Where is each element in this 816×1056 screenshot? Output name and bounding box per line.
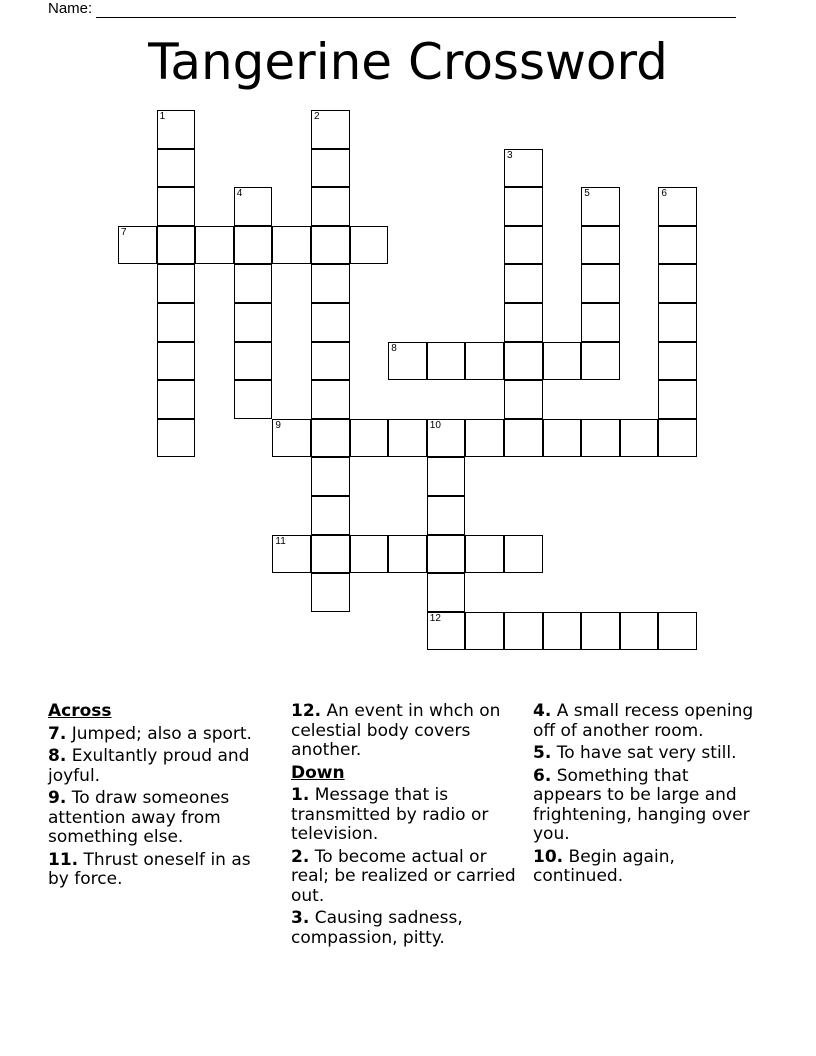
clue-number: 12. — [291, 701, 322, 721]
grid-cell[interactable] — [504, 187, 543, 226]
grid-cell[interactable] — [157, 110, 196, 149]
clue-text: To draw someones attention away from something else. — [48, 788, 230, 847]
grid-cell[interactable] — [234, 303, 273, 342]
grid-cell[interactable] — [272, 419, 311, 458]
clue-item — [533, 702, 758, 741]
grid-cell[interactable] — [581, 226, 620, 265]
grid-cell[interactable] — [350, 535, 389, 574]
grid-cell[interactable] — [581, 187, 620, 226]
grid-cell[interactable] — [427, 457, 466, 496]
grid-cell[interactable] — [504, 226, 543, 265]
clue-number: 4. — [533, 701, 552, 721]
clue-text: Exultantly proud and joyful. — [48, 746, 250, 786]
grid-cell[interactable] — [157, 342, 196, 381]
cell-number: 12 — [429, 612, 441, 624]
clue-text: Begin again, continued. — [533, 846, 675, 886]
name-label: Name: — [48, 0, 93, 17]
grid-cell[interactable] — [427, 573, 466, 612]
grid-cell[interactable] — [157, 226, 196, 265]
grid-cell[interactable] — [658, 612, 697, 651]
grid-cell[interactable] — [311, 380, 350, 419]
clue-item — [48, 789, 273, 848]
clue-item — [291, 848, 516, 907]
grid-cell[interactable] — [157, 380, 196, 419]
clue-text: To become actual or real; be realized or carried out. — [291, 846, 516, 906]
grid-cell[interactable] — [658, 342, 697, 381]
down-clue-list-cont — [533, 702, 758, 887]
cell-number: 10 — [429, 419, 441, 431]
grid-cell[interactable] — [504, 342, 543, 381]
grid-cell[interactable] — [581, 612, 620, 651]
grid-cell[interactable] — [658, 380, 697, 419]
grid-cell[interactable] — [504, 380, 543, 419]
grid-cell[interactable] — [234, 226, 273, 265]
grid-cell[interactable] — [311, 303, 350, 342]
grid-cell[interactable] — [311, 264, 350, 303]
grid-cell[interactable] — [157, 419, 196, 458]
grid-cell[interactable] — [465, 612, 504, 651]
across-heading: Across — [48, 701, 112, 721]
clue-item — [533, 848, 758, 887]
grid-cell[interactable] — [311, 149, 350, 188]
cell-number: 1 — [159, 111, 166, 122]
clues-column-1 — [48, 702, 273, 893]
grid-cell[interactable] — [350, 419, 389, 458]
grid-cell[interactable] — [234, 380, 273, 419]
grid-cell[interactable] — [427, 342, 466, 381]
grid-cell[interactable] — [504, 612, 543, 651]
clue-number: 10. — [533, 846, 564, 867]
grid-cell[interactable] — [504, 419, 543, 458]
down-heading: Down — [291, 762, 345, 783]
grid-cell[interactable] — [311, 535, 350, 574]
across-clue-list-cont — [291, 702, 516, 761]
clue-item — [533, 744, 758, 764]
cell-number: 2 — [314, 111, 320, 122]
grid-cell[interactable] — [427, 535, 466, 574]
clues-column-2 — [291, 702, 516, 951]
grid-cell[interactable] — [311, 496, 350, 535]
clue-text: Jumped; also a sport. — [66, 723, 252, 744]
grid-cell[interactable] — [272, 226, 311, 265]
clue-text: Message that is transmitted by radio or television. — [291, 785, 489, 844]
grid-cell[interactable] — [658, 264, 697, 303]
grid-cell[interactable] — [504, 303, 543, 342]
cell-number: 11 — [275, 535, 286, 547]
cell-number: 6 — [661, 188, 667, 200]
clue-item — [48, 725, 273, 745]
grid-cell[interactable] — [543, 419, 582, 458]
clue-text: Causing sadness, compassion, pitty. — [291, 908, 463, 948]
grid-cell[interactable] — [465, 419, 504, 458]
grid-cell[interactable] — [157, 187, 196, 226]
grid-cell[interactable] — [195, 226, 234, 265]
clue-number: 6. — [533, 765, 552, 786]
grid-cell[interactable] — [311, 419, 350, 458]
grid-cell[interactable] — [504, 535, 543, 574]
clue-item — [291, 702, 516, 761]
clue-item — [291, 909, 516, 948]
clue-number: 7. — [48, 723, 67, 744]
grid-cell[interactable] — [543, 612, 582, 651]
grid-cell[interactable] — [543, 342, 582, 381]
grid-cell[interactable] — [157, 303, 196, 342]
grid-cell[interactable] — [388, 342, 427, 381]
grid-cell[interactable] — [658, 226, 697, 265]
grid-cell[interactable] — [465, 535, 504, 574]
clue-item — [48, 851, 273, 890]
clue-item — [533, 767, 758, 845]
grid-cell[interactable] — [504, 149, 543, 188]
clue-number: 5. — [533, 743, 552, 763]
cell-number: 8 — [391, 342, 397, 354]
grid-cell[interactable] — [350, 226, 389, 265]
cell-number: 9 — [275, 419, 281, 431]
grid-cell[interactable] — [658, 419, 697, 458]
grid-cell[interactable] — [311, 226, 350, 265]
clue-item — [291, 786, 516, 845]
grid-cell[interactable] — [157, 264, 196, 303]
grid-cell[interactable] — [581, 303, 620, 342]
cell-number: 7 — [121, 226, 127, 238]
grid-cell[interactable] — [157, 149, 196, 188]
grid-cell[interactable] — [620, 612, 659, 651]
down-clue-list — [291, 786, 516, 948]
grid-cell[interactable] — [118, 226, 157, 265]
grid-cell[interactable] — [234, 264, 273, 303]
grid-cell[interactable] — [658, 187, 697, 226]
clue-item — [48, 747, 273, 786]
clue-number: 2. — [291, 846, 310, 867]
clue-text: Thrust oneself in as by force. — [48, 849, 251, 889]
grid-cell[interactable] — [311, 110, 350, 149]
grid-cell[interactable] — [427, 496, 466, 535]
grid-cell[interactable] — [272, 535, 311, 574]
across-clue-list — [48, 725, 273, 890]
clue-number: 11. — [48, 849, 79, 870]
grid-cell[interactable] — [581, 264, 620, 303]
grid-cell[interactable] — [388, 419, 427, 458]
grid-cell[interactable] — [581, 342, 620, 381]
grid-cell[interactable] — [427, 419, 466, 458]
grid-cell[interactable] — [581, 419, 620, 458]
grid-cell[interactable] — [234, 342, 273, 381]
grid-cell[interactable] — [311, 573, 350, 612]
grid-cell[interactable] — [311, 187, 350, 226]
grid-cell[interactable] — [427, 612, 466, 651]
clue-number: 1. — [291, 785, 310, 805]
clue-number: 3. — [291, 908, 310, 928]
grid-cell[interactable] — [620, 419, 659, 458]
grid-cell[interactable] — [388, 535, 427, 574]
cell-number: 4 — [236, 188, 243, 200]
grid-cell[interactable] — [311, 342, 350, 381]
clue-text: To have sat very still. — [551, 743, 737, 763]
page-title: Tangerine Crossword — [148, 33, 668, 91]
grid-cell[interactable] — [658, 303, 697, 342]
grid-cell[interactable] — [504, 264, 543, 303]
grid-cell[interactable] — [465, 342, 504, 381]
clue-text: Something that appears to be large and frightening, hanging over you. — [533, 765, 750, 844]
grid-cell[interactable] — [234, 187, 273, 226]
cell-number: 5 — [584, 188, 590, 200]
clue-text: A small recess opening off of another room. — [533, 701, 754, 741]
clue-number: 8. — [48, 746, 67, 766]
clue-text: An event in whch on celestial body covers another. — [291, 701, 501, 760]
grid-cell[interactable] — [311, 457, 350, 496]
clue-number: 9. — [48, 788, 67, 808]
clues-column-3 — [533, 702, 758, 890]
cell-number: 3 — [507, 149, 513, 161]
